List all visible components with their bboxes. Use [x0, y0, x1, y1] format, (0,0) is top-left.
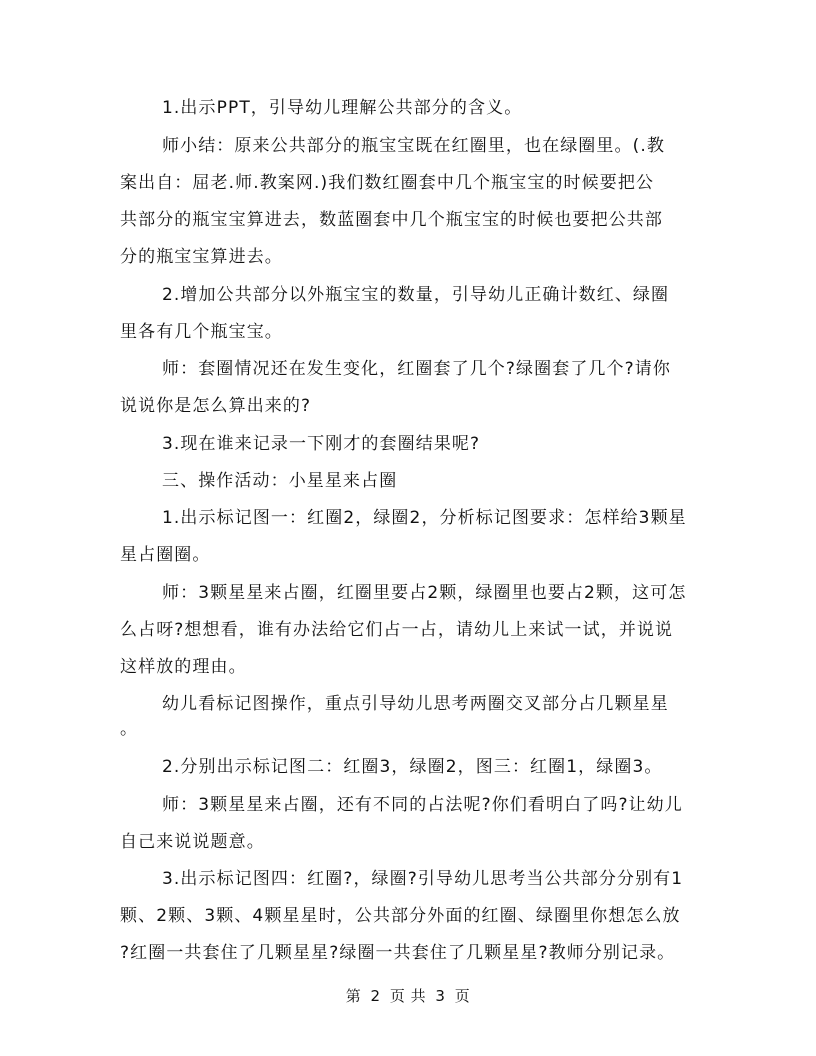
paragraph-line: 1.出示PPT，引导幼儿理解公共部分的含义。 — [162, 98, 523, 118]
paragraph-line: 自己来说说题意。 — [120, 832, 265, 852]
total-page-number: 3 — [435, 987, 446, 1005]
current-page-number: 2 — [370, 987, 381, 1005]
paragraph-line: 幼儿看标记图操作，重点引导幼儿思考两圈交叉部分占几颗星星 — [162, 694, 669, 714]
paragraph-line: ?红圈一共套住了几颗星星?绿圈一共套住了几颗星星?教师分别记录。 — [120, 943, 676, 963]
paragraph-line: 分的瓶宝宝算进去。 — [120, 247, 283, 267]
paragraph-line: 这样放的理由。 — [120, 657, 247, 677]
paragraph-line: 师：套圈情况还在发生变化，红圈套了几个?绿圈套了几个?请你 — [162, 359, 671, 379]
footer-prefix: 第 — [345, 987, 362, 1005]
paragraph-line: 2.增加公共部分以外瓶宝宝的数量，引导幼儿正确计数红、绿圈 — [162, 285, 670, 305]
paragraph-line: 1.出示标记图一：红圈2，绿圈2，分析标记图要求：怎样给3颗星 — [162, 508, 687, 528]
page-footer — [0, 986, 816, 1006]
paragraph-line: 里各有几个瓶宝宝。 — [120, 322, 283, 342]
section-heading: 三、操作活动：小星星来占圈 — [162, 471, 398, 491]
paragraph-line: 么占呀?想想看，谁有办法给它们占一占，请幼儿上来试一试，并说说 — [120, 620, 674, 640]
footer-suffix: 页 — [454, 987, 471, 1005]
footer-middle: 页 共 — [389, 987, 427, 1005]
paragraph-line: 师：3颗星星来占圈，红圈里要占2颗，绿圈里也要占2颗，这可怎 — [162, 583, 687, 603]
paragraph-line: 3.出示标记图四：红圈?，绿圈?引导幼儿思考当公共部分分别有1 — [162, 869, 684, 889]
paragraph-line: 2.分别出示标记图二：红圈3，绿圈2，图三：红圈1，绿圈3。 — [162, 757, 663, 777]
paragraph-line: 颗、2颗、3颗、4颗星星时，公共部分外面的红圈、绿圈里你想怎么放 — [120, 906, 681, 926]
paragraph-line: 师小结：原来公共部分的瓶宝宝既在红圈里，也在绿圈里。(.教 — [162, 136, 665, 156]
paragraph-line: 。 — [120, 719, 139, 739]
paragraph-line: 共部分的瓶宝宝算进去，数蓝圈套中几个瓶宝宝的时候也要把公共部 — [120, 210, 663, 230]
paragraph-line: 星占圈圈。 — [120, 545, 211, 565]
paragraph-line: 说说你是怎么算出来的? — [120, 396, 312, 416]
paragraph-line: 3.现在谁来记录一下刚才的套圈结果呢? — [162, 434, 481, 454]
paragraph-line: 案出自：屈老.师.教案网.)我们数红圈套中几个瓶宝宝的时候要把公 — [120, 173, 655, 193]
paragraph-line: 师：3颗星星来占圈，还有不同的占法呢?你们看明白了吗?让幼儿 — [162, 795, 683, 815]
